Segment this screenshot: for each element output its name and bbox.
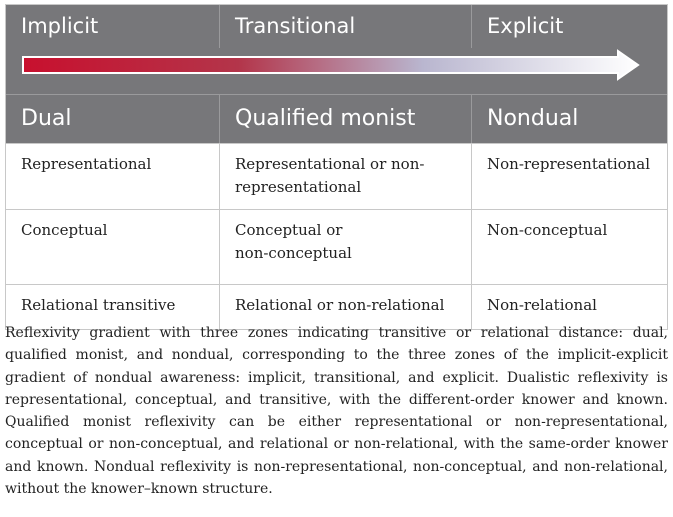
zone-explicit: Explicit — [471, 5, 667, 48]
table-cell: Conceptual — [21, 221, 108, 239]
column-header-nondual: Nondual — [471, 95, 667, 143]
table-row — [6, 209, 667, 284]
table-cell: Representational — [21, 155, 152, 173]
zone-transitional: Transitional — [219, 5, 471, 48]
column-header-qualified-monist: Qualified monist — [219, 95, 471, 143]
gradient-zone-row — [6, 5, 667, 48]
table-cell: Representational or non-representational — [219, 144, 471, 209]
gradient-arrow-band — [6, 48, 667, 94]
table-cell: Relational transitive — [21, 296, 176, 314]
table-cell: Non-relational — [471, 285, 667, 329]
table-header — [6, 5, 667, 143]
column-header-row — [6, 94, 667, 143]
table-cell: Non-representational — [471, 144, 667, 209]
zone-implicit: Implicit — [21, 14, 99, 38]
table-cell: Relational or non-relational — [219, 285, 471, 329]
column-header-dual: Dual — [21, 106, 72, 131]
table-caption: Reflexivity gradient with three zones indicating transitive or relational distance: dual, qualified monist, and nondual, corresponding to the three zones of the implicit-explicit gradient of nondual awareness: implicit, transitional, and explicit. Dualistic reflexivity is representational, conceptual, and transitive, with the different-order knower and known. Qualified monist reflexivity can be either representational or non-representational, conceptual or non-conceptual, and relational or non-relational, with the same-order knower and known. Nondual reflexivity is non-representational, non-conceptual, and non-relational, without the knower–known structure. — [5, 325, 668, 498]
table-cell: Non-conceptual — [471, 210, 667, 284]
reflexivity-table — [5, 4, 668, 330]
table-row — [6, 143, 667, 209]
table-cell: Conceptual or non-conceptual — [219, 210, 471, 284]
gradient-arrow-icon — [6, 48, 667, 94]
